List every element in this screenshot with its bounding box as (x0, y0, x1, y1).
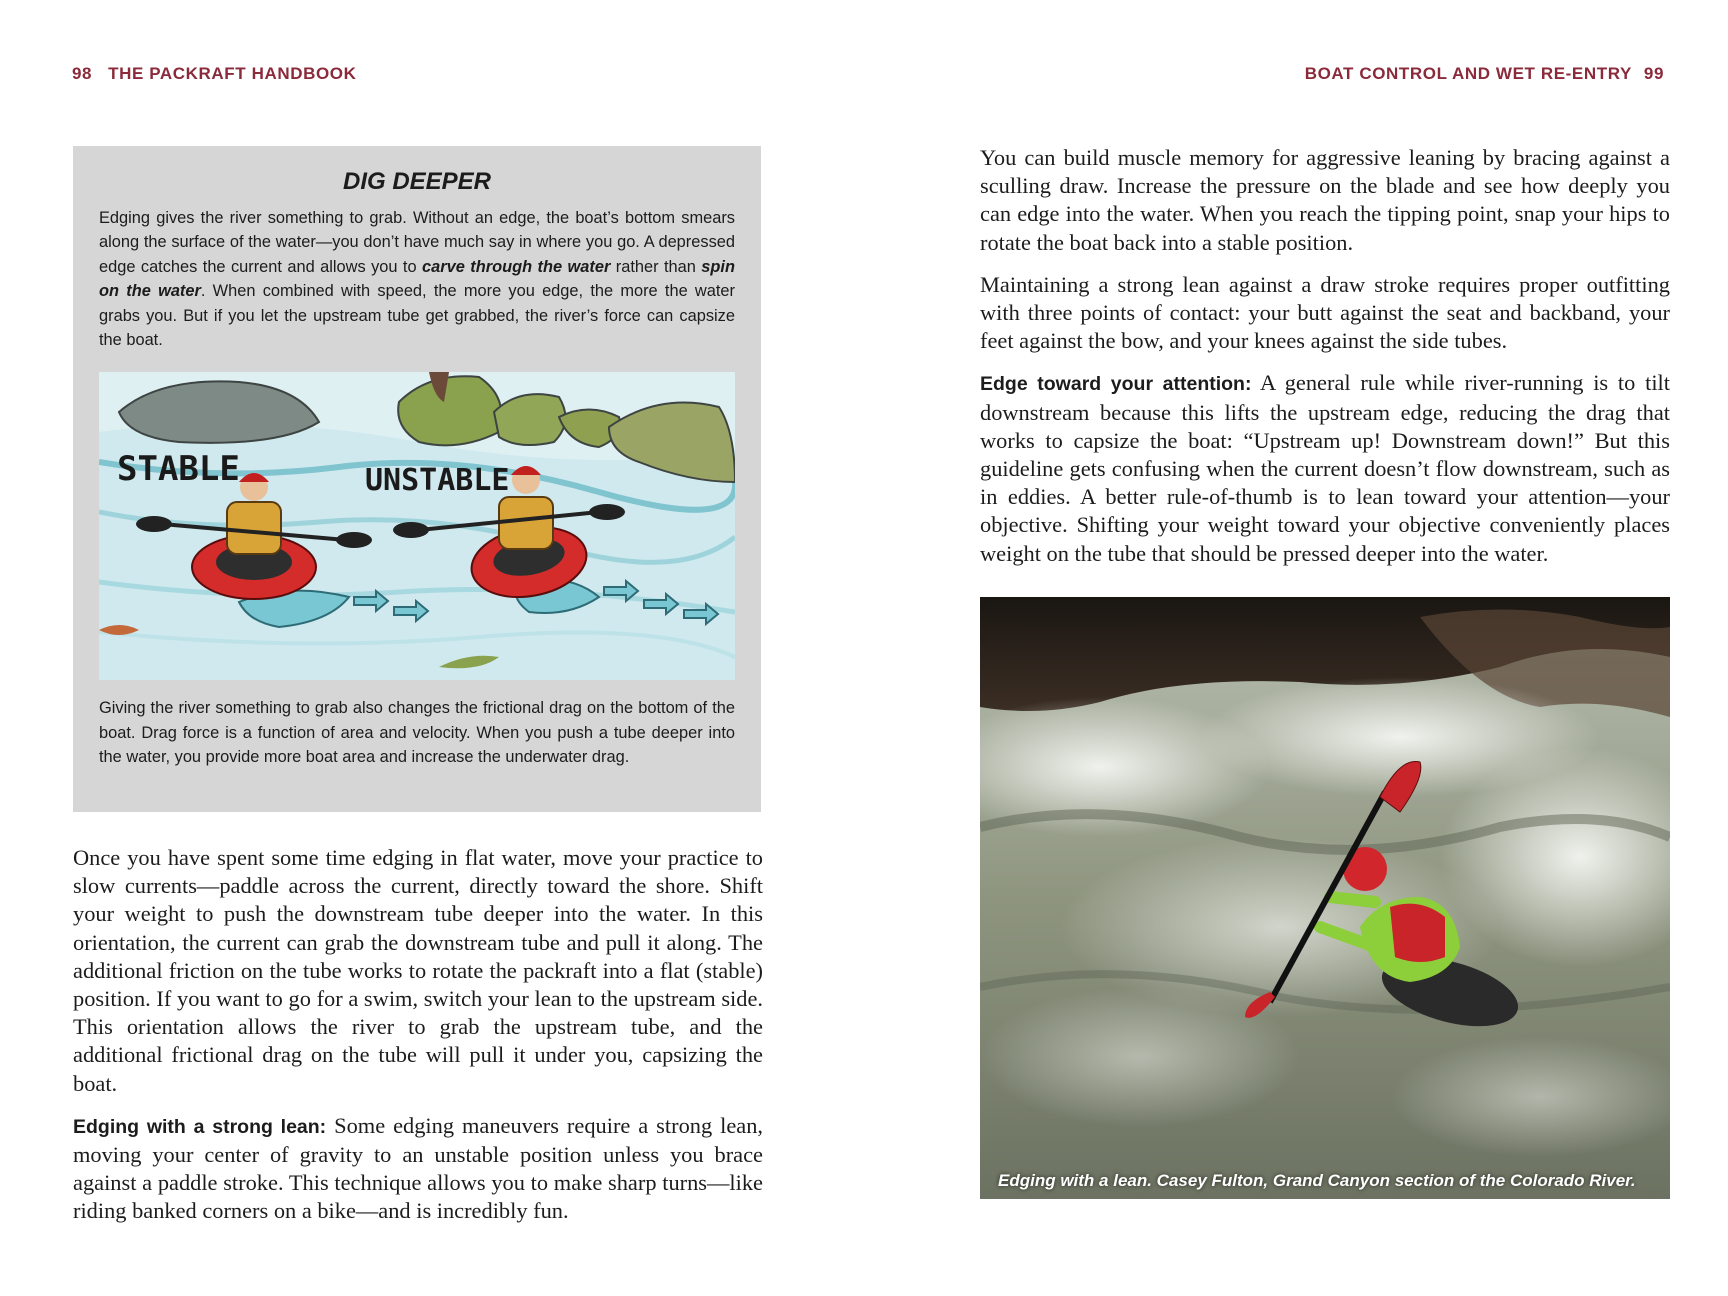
runin-edge-toward-attention: Edge toward your attention: (980, 373, 1252, 396)
dig-deeper-sidebar (73, 146, 761, 812)
label-unstable: UNSTABLE (365, 463, 510, 499)
sidebar-para1-em1: carve through the water (421, 257, 611, 276)
running-head-left (72, 64, 357, 84)
running-head-right (1305, 64, 1664, 84)
right-body-paragraph-3 (980, 369, 1670, 567)
sidebar-para1-em2: spin on the water (99, 257, 735, 301)
right-body-text (980, 144, 1670, 582)
sidebar-para1-a: Edging gives the river something to grab. Without an edge, the boat’s bottom smears along the surface of the water—you don’t have much say in where you go. A depressed edge catches the current and allows you to (99, 209, 735, 276)
sidebar-paragraph-1 (99, 206, 735, 352)
sidebar-title: DIG DEEPER (342, 168, 492, 195)
page-number-right: 99 (1643, 64, 1664, 83)
sidebar-para1-b: rather than (610, 257, 702, 276)
stable-unstable-illustration (99, 372, 735, 680)
sidebar-para1-c: . When combined with speed, the more you edge, the more the water grabs you. But if you let the upstream tube get grabbed, the river’s force can capsize the boat. (99, 282, 735, 350)
left-body-paragraph-2-text: Some edging maneuvers require a strong lean, moving your center of gravity to an unstable position unless you brace against a paddle stroke. This technique allows you to make sharp turns—like riding banked corners on a bike—and is incredibly fun. (73, 1112, 763, 1224)
left-body-paragraph-2 (73, 1112, 763, 1226)
right-body-paragraph-2: Maintaining a strong lean against a draw stroke requires proper outfitting with three points of contact: your butt against the seat and backband, your feet against the bow, and your knees against the side tubes. (980, 271, 1670, 354)
right-body-paragraph-3-text: A general rule while river-running is to tilt downstream because this lifts the upstream edge, reducing the drag that works to capsize the boat: “Upstream up! Downstream down!” But this guideline gets confusing when the current doesn’t flow downstream, such as in eddies. A better rule-of-thumb is to lean toward your attention—your objective. Shifting your weight toward your objective conveniently places weight on the tube that should be pressed deeper into the water. (980, 370, 1670, 566)
left-body-text (73, 844, 763, 1240)
left-body-paragraph-1: Once you have spent some time edging in flat water, move your practice to slow currents—paddle across the current, directly toward the shore. Shift your weight to push the downstream tube deeper into the water. In this orientation, the current can grab the downstream tube and pull it along. The additional friction on the tube works to rotate the packraft into a flat (stable) position. If you want to go for a swim, switch your lean to the upstream side. This orientation allows the river to grab the upstream tube, and the additional frictional drag on the tube will pull it under you, capsizing the boat. (73, 845, 763, 1096)
right-body-paragraph-1: You can build muscle memory for aggressive leaning by bracing against a sculling draw. Increase the pressure on the blade and see how deeply you can edge into the water. When you reach the tipping point, snap your hips to rotate the boat back into a stable position. (980, 145, 1670, 255)
page-number-left: 98 (72, 64, 93, 83)
sidebar-paragraph-2: Giving the river something to grab also changes the frictional drag on the bottom of the boat. Drag force is a function of area and velocity. When you push a tube deeper into the water, you provide more boat area and increase the underwater drag. (99, 699, 735, 767)
kayaker-photo (980, 597, 1670, 1199)
right-page (864, 0, 1728, 1296)
running-head-title-left: THE PACKRAFT HANDBOOK (108, 64, 357, 83)
photo-caption: Edging with a lean. Casey Fulton, Grand Canyon section of the Colorado River. (998, 1171, 1636, 1190)
running-head-title-right: BOAT CONTROL AND WET RE-ENTRY (1304, 64, 1632, 83)
runin-strong-lean: Edging with a strong lean: (73, 1115, 327, 1138)
label-stable: STABLE (117, 449, 240, 490)
